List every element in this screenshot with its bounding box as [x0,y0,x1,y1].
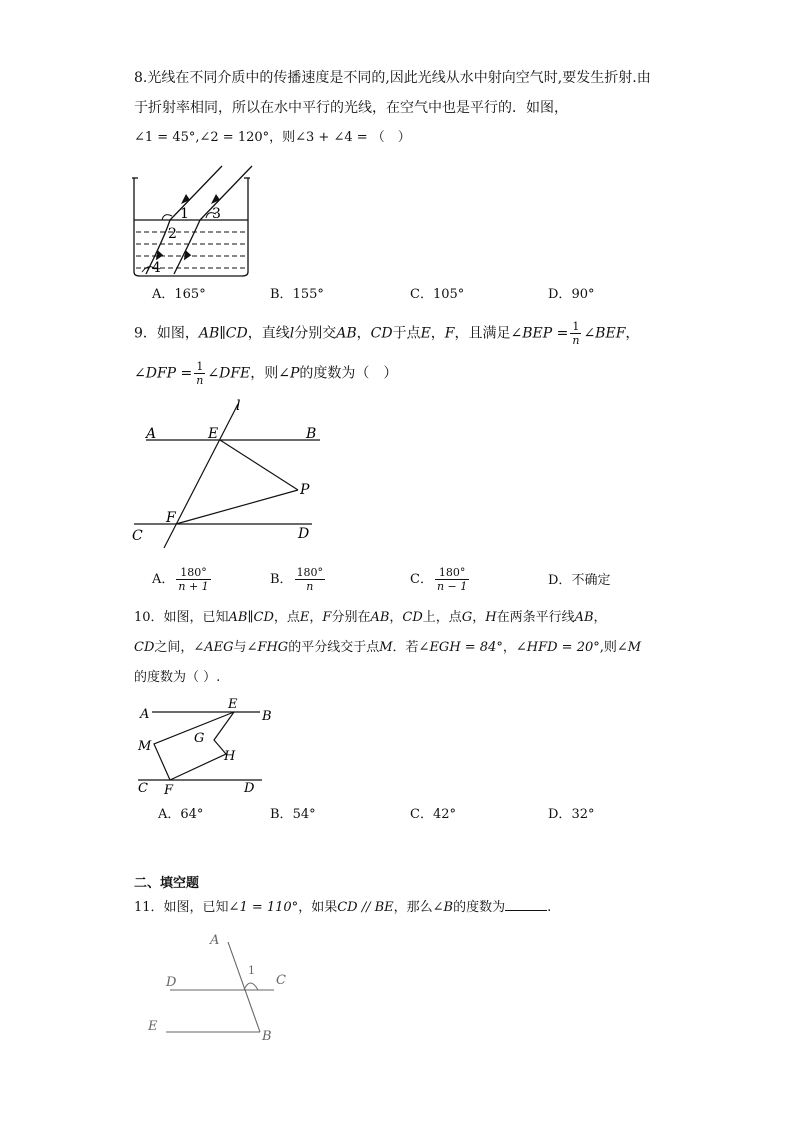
label-f: F [164,783,174,798]
label-b: B [262,709,272,724]
label-b: B [262,1029,272,1044]
angle-label-3: 3 [212,206,221,222]
arrow-head [211,194,220,204]
q9-line-2: ∠DFP = $\frac{1}{n}$ ∠DFE，则∠P的度数为（ ） [134,360,398,387]
q10-option-c[interactable]: C．42° [410,807,456,822]
label-p: P [300,482,310,498]
label-e: E [228,697,238,712]
path-e-m-f [154,712,234,780]
q9-figure [130,398,330,548]
label-c: C [138,781,148,796]
q8-line-1: 8.光线在不同介质中的传播速度是不同的,因此光线从水中射向空气时,要发生折射.由 [134,70,651,86]
label-g: G [194,731,205,746]
label-b: B [306,426,317,442]
label-e: E [208,426,219,442]
fraction-1-over-n: $\frac{1}{n}$ [196,360,204,387]
q10-line-3: 的度数为（ ）. [134,670,221,685]
q10-line-1: 10．如图，已知AB∥CD，点E，F分别在AB，CD上，点G，H在两条平行线AB， [134,610,607,625]
label-m: M [138,739,152,754]
label-c: C [132,528,143,544]
arrow-head [181,194,190,204]
q9-option-b[interactable]: B． $\frac{180^\circ}{n}$ [270,566,324,593]
answer-blank[interactable] [505,898,547,911]
fraction-1-over-n: $\frac{1}{n}$ [572,320,580,347]
path-e-g-h-f [170,712,234,780]
label-e: E [148,1019,158,1034]
q11-figure [140,928,300,1048]
q11-line-1: 11．如图，已知∠1 = 110°，如果CD // BE，那么∠B的度数为 . [134,900,552,915]
section-title-fill-in: 二、填空题 [134,876,200,891]
q8-option-d[interactable]: D．90° [548,287,595,302]
q8-option-a[interactable]: A．165° [152,287,206,302]
angle-arc-1 [244,983,258,990]
angle-label-4: 4 [152,260,161,276]
q10-option-d[interactable]: D．32° [548,807,595,822]
label-a: A [146,426,157,442]
q9-option-a[interactable]: A． $\frac{180^\circ}{n + 1}$ [152,566,209,593]
q8-line-3: ∠1 = 45°,∠2 = 120°，则∠3 + ∠4 = （ ） [134,130,411,145]
q10-option-a[interactable]: A．64° [158,807,204,822]
label-a: A [210,933,220,948]
q8-option-b[interactable]: B．155° [270,287,324,302]
label-c: C [276,973,286,988]
q10-figure [134,696,284,800]
label-h: H [224,749,236,764]
label-1: 1 [248,964,255,977]
q10-option-b[interactable]: B．54° [270,807,316,822]
q10-line-2: CD之间，∠AEG与∠FHG的平分线交于点M．若∠EGH = 84°，∠HFD = 20°,则∠M [134,640,642,655]
label-l: l [236,398,241,414]
angle-label-1: 1 [180,206,189,222]
q9-option-c[interactable]: C． $\frac{180^\circ}{n - 1}$ [410,566,468,593]
line-ab [228,942,260,1032]
q9-line-1: 9．如图，AB∥CD，直线l分别交AB，CD于点E，F，且满足∠BEP = $\frac{1}{n}$ ∠BEF， [134,320,640,347]
segment-fp [176,490,298,524]
angle-label-2: 2 [168,226,177,242]
q9-option-d[interactable]: D．不确定 [548,573,611,588]
label-f: F [166,510,176,526]
label-d: D [166,975,177,990]
line-l [164,404,238,548]
q8-line-2: 于折射率相同，所以在水中平行的光线，在空气中也是平行的．如图， [134,100,568,116]
label-a: A [140,707,150,722]
q8-option-c[interactable]: C．105° [410,287,465,302]
segment-ep [220,440,298,490]
q8-figure-beaker [128,168,258,283]
label-d: D [298,526,310,542]
label-d: D [244,781,255,796]
